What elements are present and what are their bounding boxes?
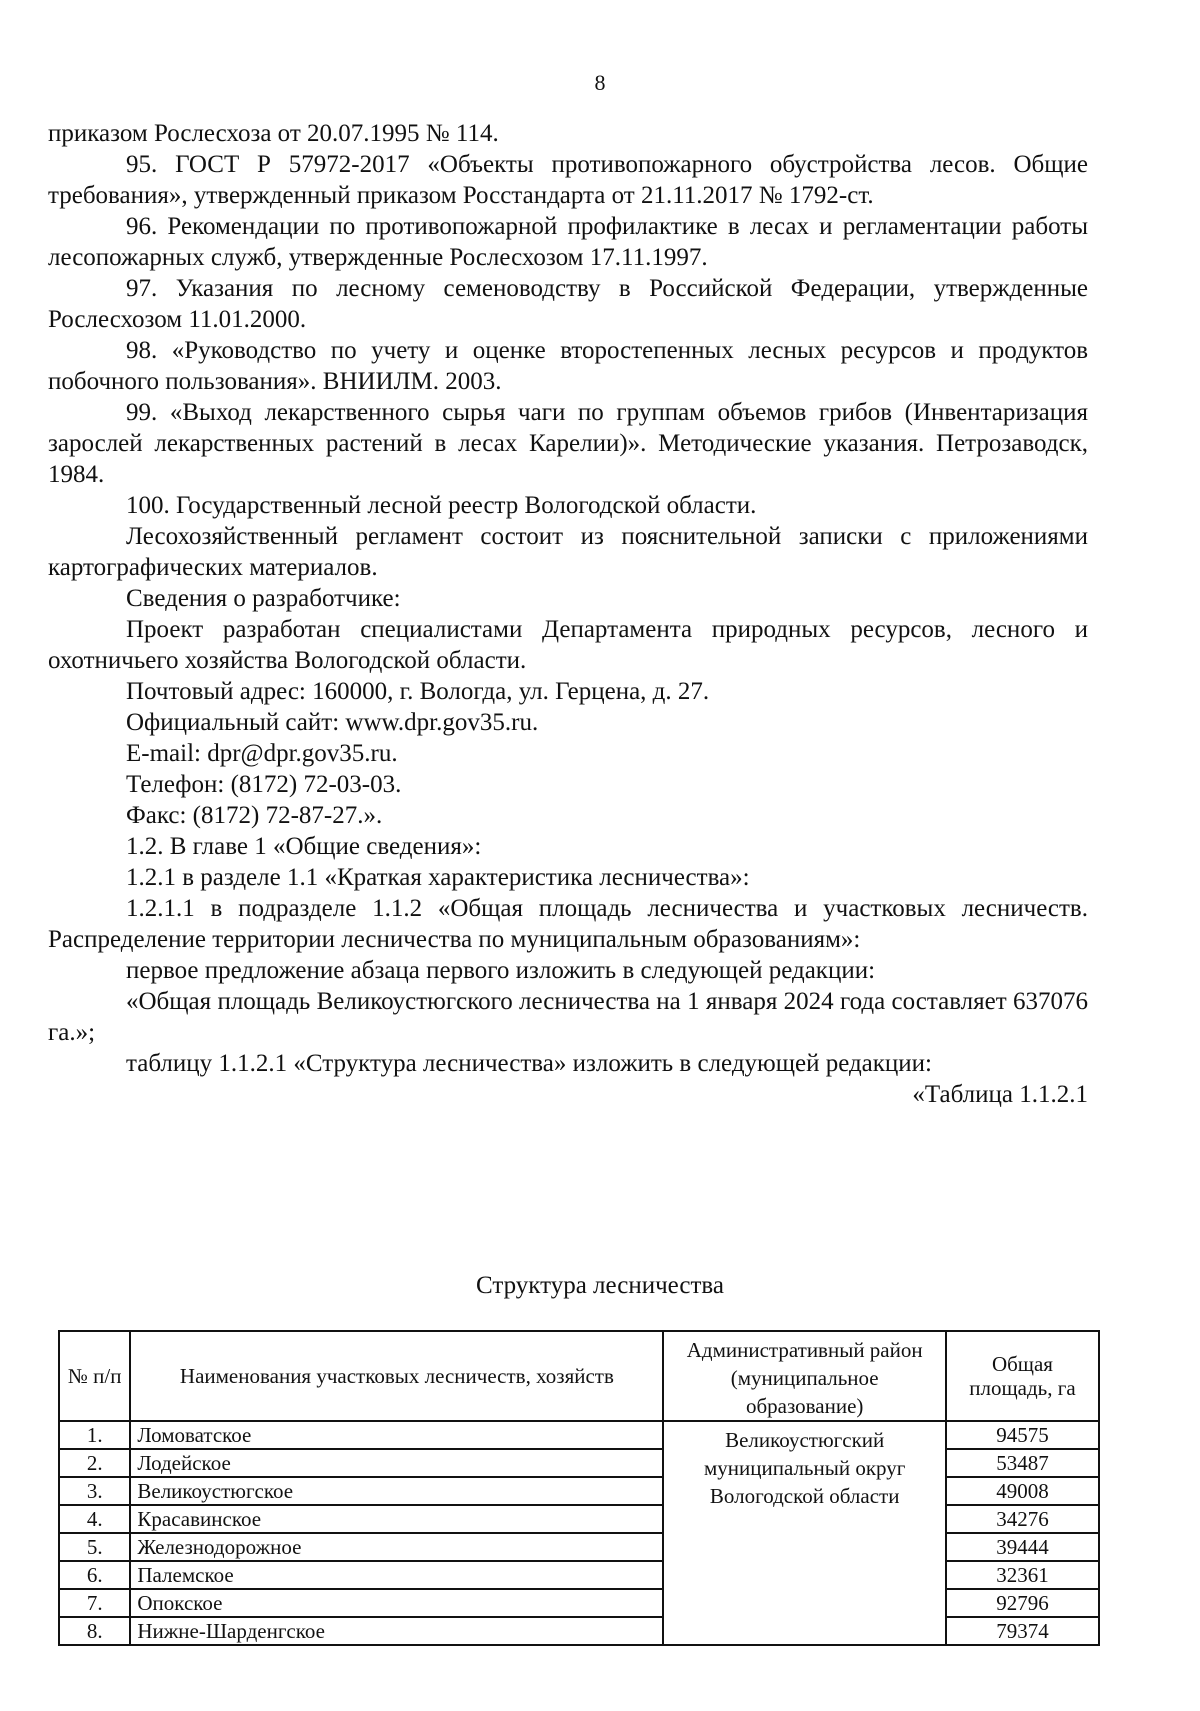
table-header-row	[59, 1331, 1099, 1421]
row-area: 53487	[946, 1449, 1099, 1477]
paragraph: «Общая площадь Великоустюгского лесничества на 1 января 2024 года составляет 637076 га.»;	[48, 988, 1088, 1046]
row-num: 7.	[59, 1589, 130, 1617]
paragraph: первое предложение абзаца первого изложить в следующей редакции:	[126, 957, 876, 984]
paragraph: Лесохозяйственный регламент состоит из пояснительной записки с приложениями картографических материалов.	[48, 523, 1088, 581]
row-area: 92796	[946, 1589, 1099, 1617]
reference-item: 99. «Выход лекарственного сырья чаги по группам объемов грибов (Инвентаризация зарослей лекарственных растений в лесах Карелии)». Методические указания. Петрозаводск, 1984.	[48, 399, 1088, 488]
website: Официальный сайт: www.dpr.gov35.ru.	[126, 709, 539, 736]
reference-item: 97. Указания по лесному семеноводству в Российской Федерации, утвержденные Рослесхозом 11.01.2000.	[48, 275, 1088, 333]
fax: Факс: (8172) 72-87-27.».	[126, 802, 383, 829]
table-row	[59, 1421, 1099, 1449]
row-area: 39444	[946, 1533, 1099, 1561]
row-num: 5.	[59, 1533, 130, 1561]
row-area: 49008	[946, 1477, 1099, 1505]
paragraph: Сведения о разработчике:	[126, 585, 401, 612]
reference-item: 98. «Руководство по учету и оценке второстепенных лесных ресурсов и продуктов побочного пользования». ВНИИЛМ. 2003.	[48, 337, 1088, 395]
page-number: 8	[594, 70, 606, 95]
row-name: Великоустюгское	[130, 1477, 663, 1505]
row-area: 32361	[946, 1561, 1099, 1589]
row-area: 34276	[946, 1505, 1099, 1533]
row-name: Нижне-Шарденгское	[130, 1617, 663, 1645]
paragraph: 1.2.1.1 в подразделе 1.1.2 «Общая площадь лесничества и участковых лесничеств. Распределение территории лесничества по муниципальным образованиям»:	[48, 895, 1088, 953]
paragraph: 1.2. В главе 1 «Общие сведения»:	[126, 833, 482, 860]
district-cell: Великоустюгский муниципальный округ Вологодской области	[663, 1421, 945, 1645]
header-num: № п/п	[59, 1331, 130, 1421]
document-body	[48, 118, 1088, 1110]
header-area: Общая площадь, га	[946, 1331, 1099, 1421]
table-label: «Таблица 1.1.2.1	[912, 1081, 1088, 1108]
row-num: 8.	[59, 1617, 130, 1645]
paragraph: таблицу 1.1.2.1 «Структура лесничества» изложить в следующей редакции:	[126, 1050, 933, 1077]
row-name: Лодейское	[130, 1449, 663, 1477]
phone: Телефон: (8172) 72-03-03.	[126, 771, 402, 798]
table-caption: Структура лесничества	[476, 1272, 724, 1299]
row-name: Опокское	[130, 1589, 663, 1617]
row-name: Красавинское	[130, 1505, 663, 1533]
reference-item: 95. ГОСТ Р 57972-2017 «Объекты противопожарного обустройства лесов. Общие требования», утвержденный приказом Росстандарта от 21.11.2017 № 1792-ст.	[48, 151, 1088, 209]
row-name: Ломоватское	[130, 1421, 663, 1449]
email: E-mail: dpr@dpr.gov35.ru.	[126, 740, 398, 767]
paragraph: Проект разработан специалистами Департамента природных ресурсов, лесного и охотничьего хозяйства Вологодской области.	[48, 616, 1088, 674]
paragraph: приказом Рослесхоза от 20.07.1995 № 114.	[48, 120, 499, 147]
reference-item: 96. Рекомендации по противопожарной профилактике в лесах и регламентации работы лесопожарных служб, утвержденные Рослесхозом 17.11.1997.	[48, 213, 1088, 271]
row-num: 4.	[59, 1505, 130, 1533]
row-area: 79374	[946, 1617, 1099, 1645]
paragraph: 1.2.1 в разделе 1.1 «Краткая характеристика лесничества»:	[126, 864, 750, 891]
row-num: 3.	[59, 1477, 130, 1505]
header-district: Административный район (муниципальное образование)	[663, 1331, 945, 1421]
postal-address: Почтовый адрес: 160000, г. Вологда, ул. Герцена, д. 27.	[126, 678, 710, 705]
row-num: 2.	[59, 1449, 130, 1477]
row-name: Железнодорожное	[130, 1533, 663, 1561]
row-area: 94575	[946, 1421, 1099, 1449]
row-num: 1.	[59, 1421, 130, 1449]
header-name: Наименования участковых лесничеств, хозяйств	[130, 1331, 663, 1421]
forestry-structure-table	[58, 1330, 1100, 1646]
row-num: 6.	[59, 1561, 130, 1589]
reference-item: 100. Государственный лесной реестр Вологодской области.	[126, 492, 757, 519]
row-name: Палемское	[130, 1561, 663, 1589]
